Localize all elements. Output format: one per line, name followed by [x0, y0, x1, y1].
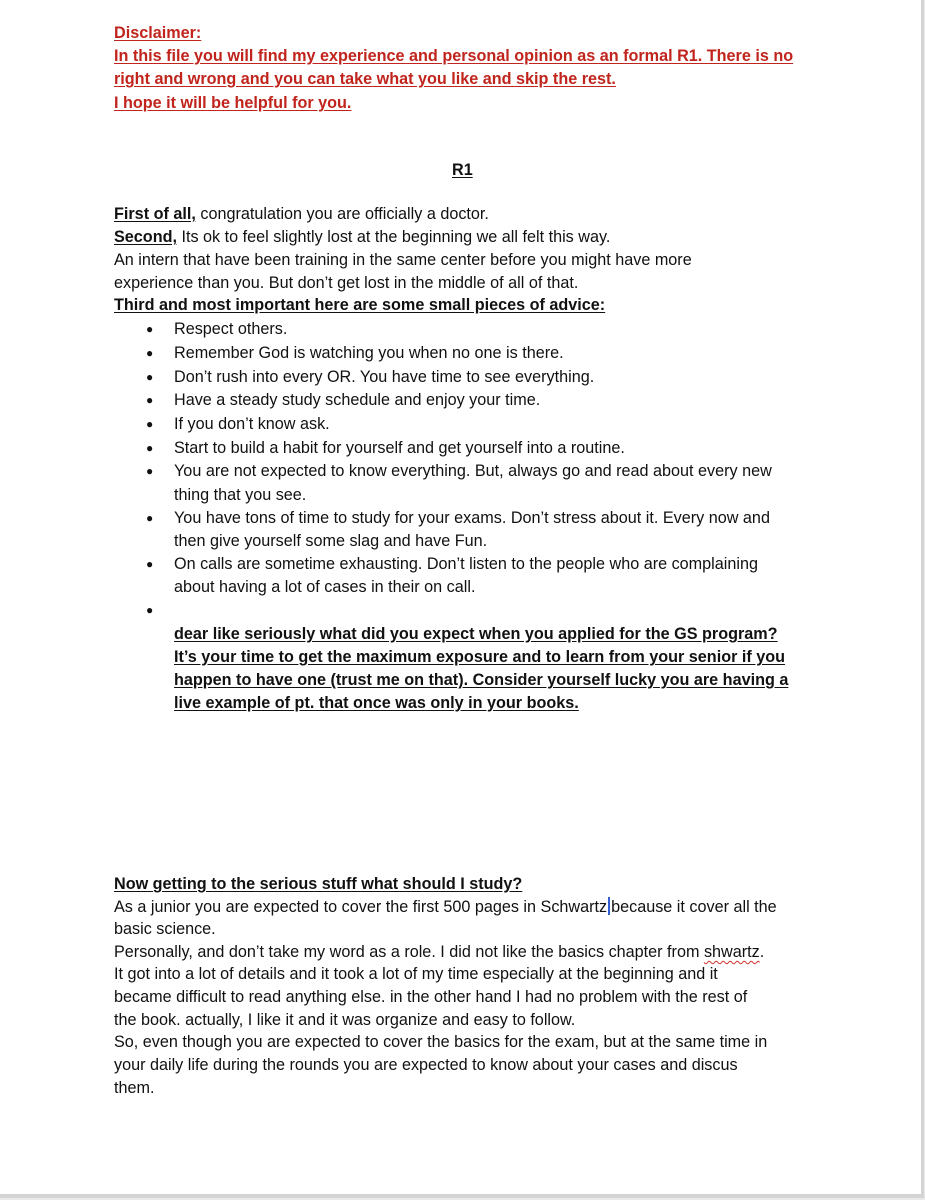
- list-item-continuation: thing that you see.: [174, 486, 307, 504]
- first-text: congratulation you are officially a doctor.: [195, 205, 489, 223]
- bullet-icon: ●: [146, 603, 154, 617]
- study-line: So, even though you are expected to cover the basics for the exam, but at the same time in: [114, 1033, 768, 1051]
- document-title: R1: [452, 161, 473, 179]
- study-text: because it cover all the: [611, 898, 777, 916]
- bullet-icon: ●: [146, 464, 154, 478]
- bullet-icon: ●: [146, 417, 154, 431]
- disclaimer-line: right and wrong and you can take what you like and skip the rest.: [114, 70, 616, 88]
- intro-second: [114, 226, 610, 248]
- misspelled-word: shwartz: [703, 943, 760, 961]
- study-text: .: [759, 943, 765, 961]
- study-line: the book. actually, I like it and it was organize and easy to follow.: [114, 1011, 576, 1029]
- second-text: Its ok to feel slightly lost at the beginning we all felt this way.: [176, 228, 611, 246]
- disclaimer-heading: Disclaimer:: [114, 24, 202, 42]
- disclaimer-line: In this file you will find my experience and personal opinion as an formal R1. There is no: [114, 47, 794, 65]
- intern-line: An intern that have been training in the same center before you might have more: [114, 251, 692, 269]
- second-label: Second,: [114, 228, 177, 246]
- study-text: Personally, and don’t take my word as a role. I did not like the basics chapter from: [114, 943, 704, 961]
- gs-paragraph-line: live example of pt. that once was only in your books.: [174, 694, 579, 712]
- list-item: You are not expected to know everything. But, always go and read about every new: [174, 462, 772, 480]
- bullet-icon: ●: [146, 511, 154, 525]
- intro-first: [114, 203, 489, 225]
- list-item: Start to build a habit for yourself and get yourself into a routine.: [174, 439, 625, 457]
- study-line: It got into a lot of details and it took a lot of my time especially at the beginning and it: [114, 965, 718, 983]
- study-text: As a junior you are expected to cover the first 500 pages in Schwartz: [114, 898, 608, 916]
- advice-heading: Third and most important here are some small pieces of advice:: [114, 296, 606, 314]
- list-item: Respect others.: [174, 320, 288, 338]
- study-line: your daily life during the rounds you are expected to know about your cases and discus: [114, 1056, 738, 1074]
- gs-paragraph-line: happen to have one (trust me on that). Consider yourself lucky you are having a: [174, 671, 789, 689]
- bullet-icon: ●: [146, 441, 154, 455]
- list-item: You have tons of time to study for your exams. Don’t stress about it. Every now and: [174, 509, 770, 527]
- list-item-continuation: about having a lot of cases in their on call.: [174, 578, 476, 596]
- first-label: First of all,: [114, 205, 196, 223]
- list-item: Don’t rush into every OR. You have time to see everything.: [174, 368, 595, 386]
- study-line: [114, 941, 764, 963]
- list-item: Remember God is watching you when no one is there.: [174, 344, 564, 362]
- gs-paragraph-line: It’s your time to get the maximum exposure and to learn from your senior if you: [174, 648, 786, 666]
- list-item: On calls are sometime exhausting. Don’t listen to the people who are complaining: [174, 555, 758, 573]
- study-line: [114, 896, 777, 918]
- list-item-continuation: then give yourself some slag and have Fun.: [174, 532, 488, 550]
- text-cursor: [608, 897, 610, 915]
- bullet-icon: ●: [146, 346, 154, 360]
- gs-paragraph-line: dear like seriously what did you expect when you applied for the GS program?: [174, 625, 778, 643]
- list-item: If you don’t know ask.: [174, 415, 330, 433]
- intern-line: experience than you. But don’t get lost in the middle of all of that.: [114, 274, 579, 292]
- list-item: Have a steady study schedule and enjoy your time.: [174, 391, 541, 409]
- study-line: them.: [114, 1079, 155, 1097]
- study-line: basic science.: [114, 920, 216, 938]
- bullet-icon: ●: [146, 322, 154, 336]
- bullet-icon: ●: [146, 557, 154, 571]
- disclaimer-line: I hope it will be helpful for you.: [114, 94, 352, 112]
- bullet-icon: ●: [146, 393, 154, 407]
- bullet-icon: ●: [146, 370, 154, 384]
- study-heading: Now getting to the serious stuff what should I study?: [114, 875, 523, 893]
- study-line: became difficult to read anything else. in the other hand I had no problem with the rest of: [114, 988, 748, 1006]
